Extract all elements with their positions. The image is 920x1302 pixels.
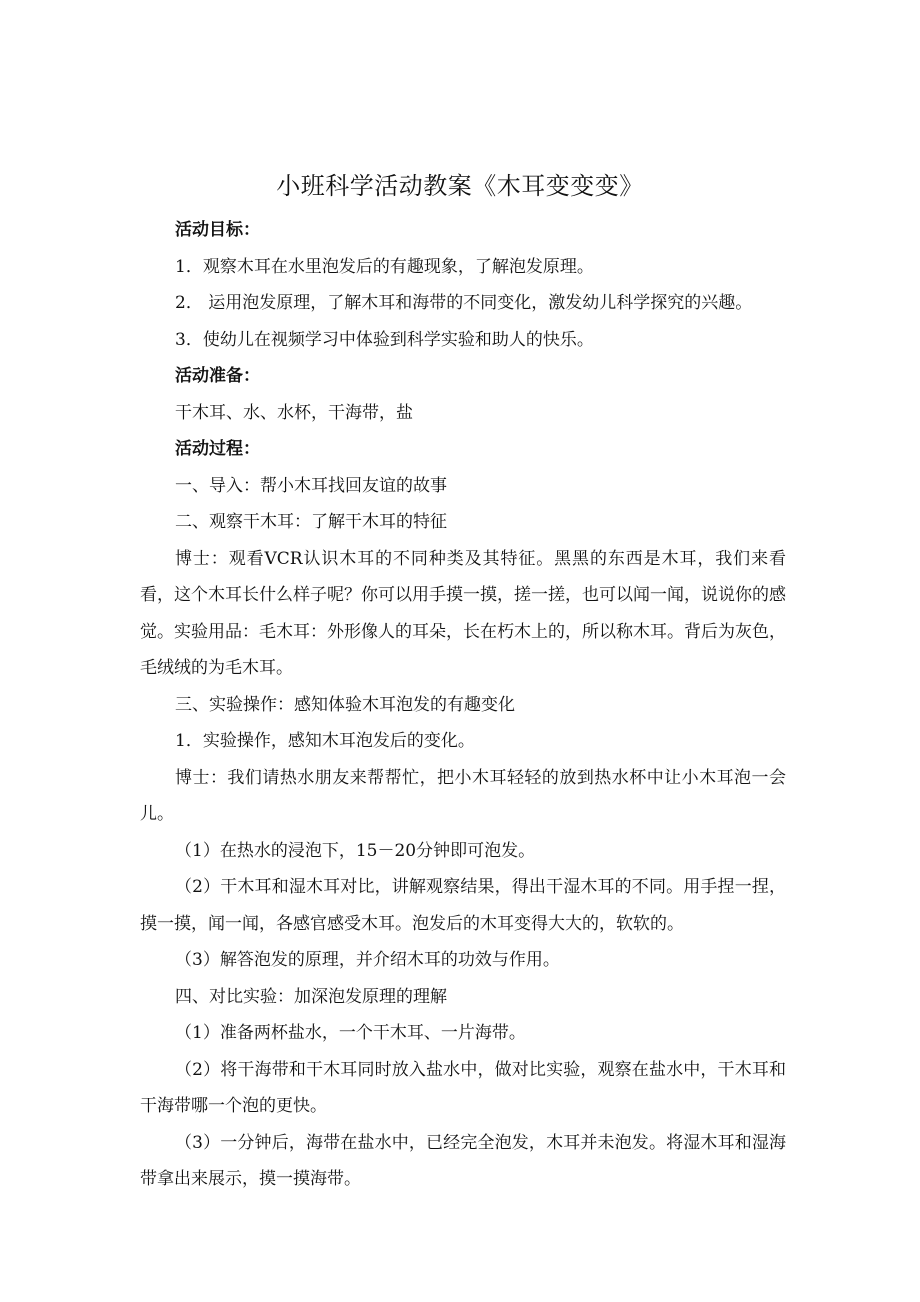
goal-item-2: 2． 运用泡发原理，了解木耳和海带的不同变化，激发幼儿科学探究的兴趣。 <box>175 293 753 313</box>
preparation-materials: 干木耳、水、水杯，干海带，盐 <box>175 402 413 423</box>
process-step-4: 四、对比实验：加深泡发原理的理解 <box>175 986 447 1007</box>
process-step-3: 三、实验操作：感知体验木耳泡发的有趣变化 <box>175 694 515 715</box>
section-heading-goals: 活动目标： <box>175 220 260 240</box>
process-step-3-sub-2: （2）干木耳和湿木耳对比，讲解观察结果，得出干湿木耳的不同。用手捏一捏，摸一摸，闻一闻，各感官感受木耳。泡发后的木耳变得大大的，软软的。 <box>140 877 786 934</box>
process-step-4-sub-2: （2）将干海带和干木耳同时放入盐水中，做对比实验，观察在盐水中，干木耳和干海带哪一个泡的更快。 <box>140 1059 786 1116</box>
goal-item-3: 3．使幼儿在视频学习中体验到科学实验和助人的快乐。 <box>175 329 594 350</box>
process-step-2: 二、观察干木耳：了解干木耳的特征 <box>175 512 447 532</box>
document-title: 小班科学活动教案《木耳变变变》 <box>276 172 644 200</box>
process-step-4-sub-1: （1）准备两杯盐水，一个干木耳、一片海带。 <box>175 1023 526 1043</box>
process-step-2-detail: 博士：观看VCR认识木耳的不同种类及其特征。黑黑的东西是木耳，我们来看看，这个木耳长什么样子呢？你可以用手摸一摸，搓一搓，也可以闻一闻，说说你的感觉。实验用品：毛木耳：外形像人的耳朵，长在朽木上的，所以称木耳。背后为灰色，毛绒绒的为毛木耳。 <box>140 548 786 678</box>
section-heading-process: 活动过程： <box>175 439 260 459</box>
process-step-3-sub-3: （3）解答泡发的原理，并介绍木耳的功效与作用。 <box>175 950 560 970</box>
document-body <box>140 212 786 1198</box>
process-step-3-item-1: 1．实验操作，感知木耳泡发后的变化。 <box>175 731 475 751</box>
process-step-1: 一、导入：帮小木耳找回友谊的故事 <box>175 475 447 496</box>
goal-item-1: 1．观察木耳在水里泡发后的有趣现象，了解泡发原理。 <box>175 256 594 277</box>
section-heading-preparation: 活动准备： <box>175 366 260 386</box>
process-step-3-sub-1: （1）在热水的浸泡下，15－20分钟即可泡发。 <box>175 840 536 861</box>
process-step-3-detail: 博士：我们请热水朋友来帮帮忙，把小木耳轻轻的放到热水杯中让小木耳泡一会儿。 <box>140 767 786 824</box>
process-step-4-sub-3: （3）一分钟后，海带在盐水中，已经完全泡发，木耳并未泡发。将湿木耳和湿海带拿出来展示，摸一摸海带。 <box>140 1132 786 1189</box>
